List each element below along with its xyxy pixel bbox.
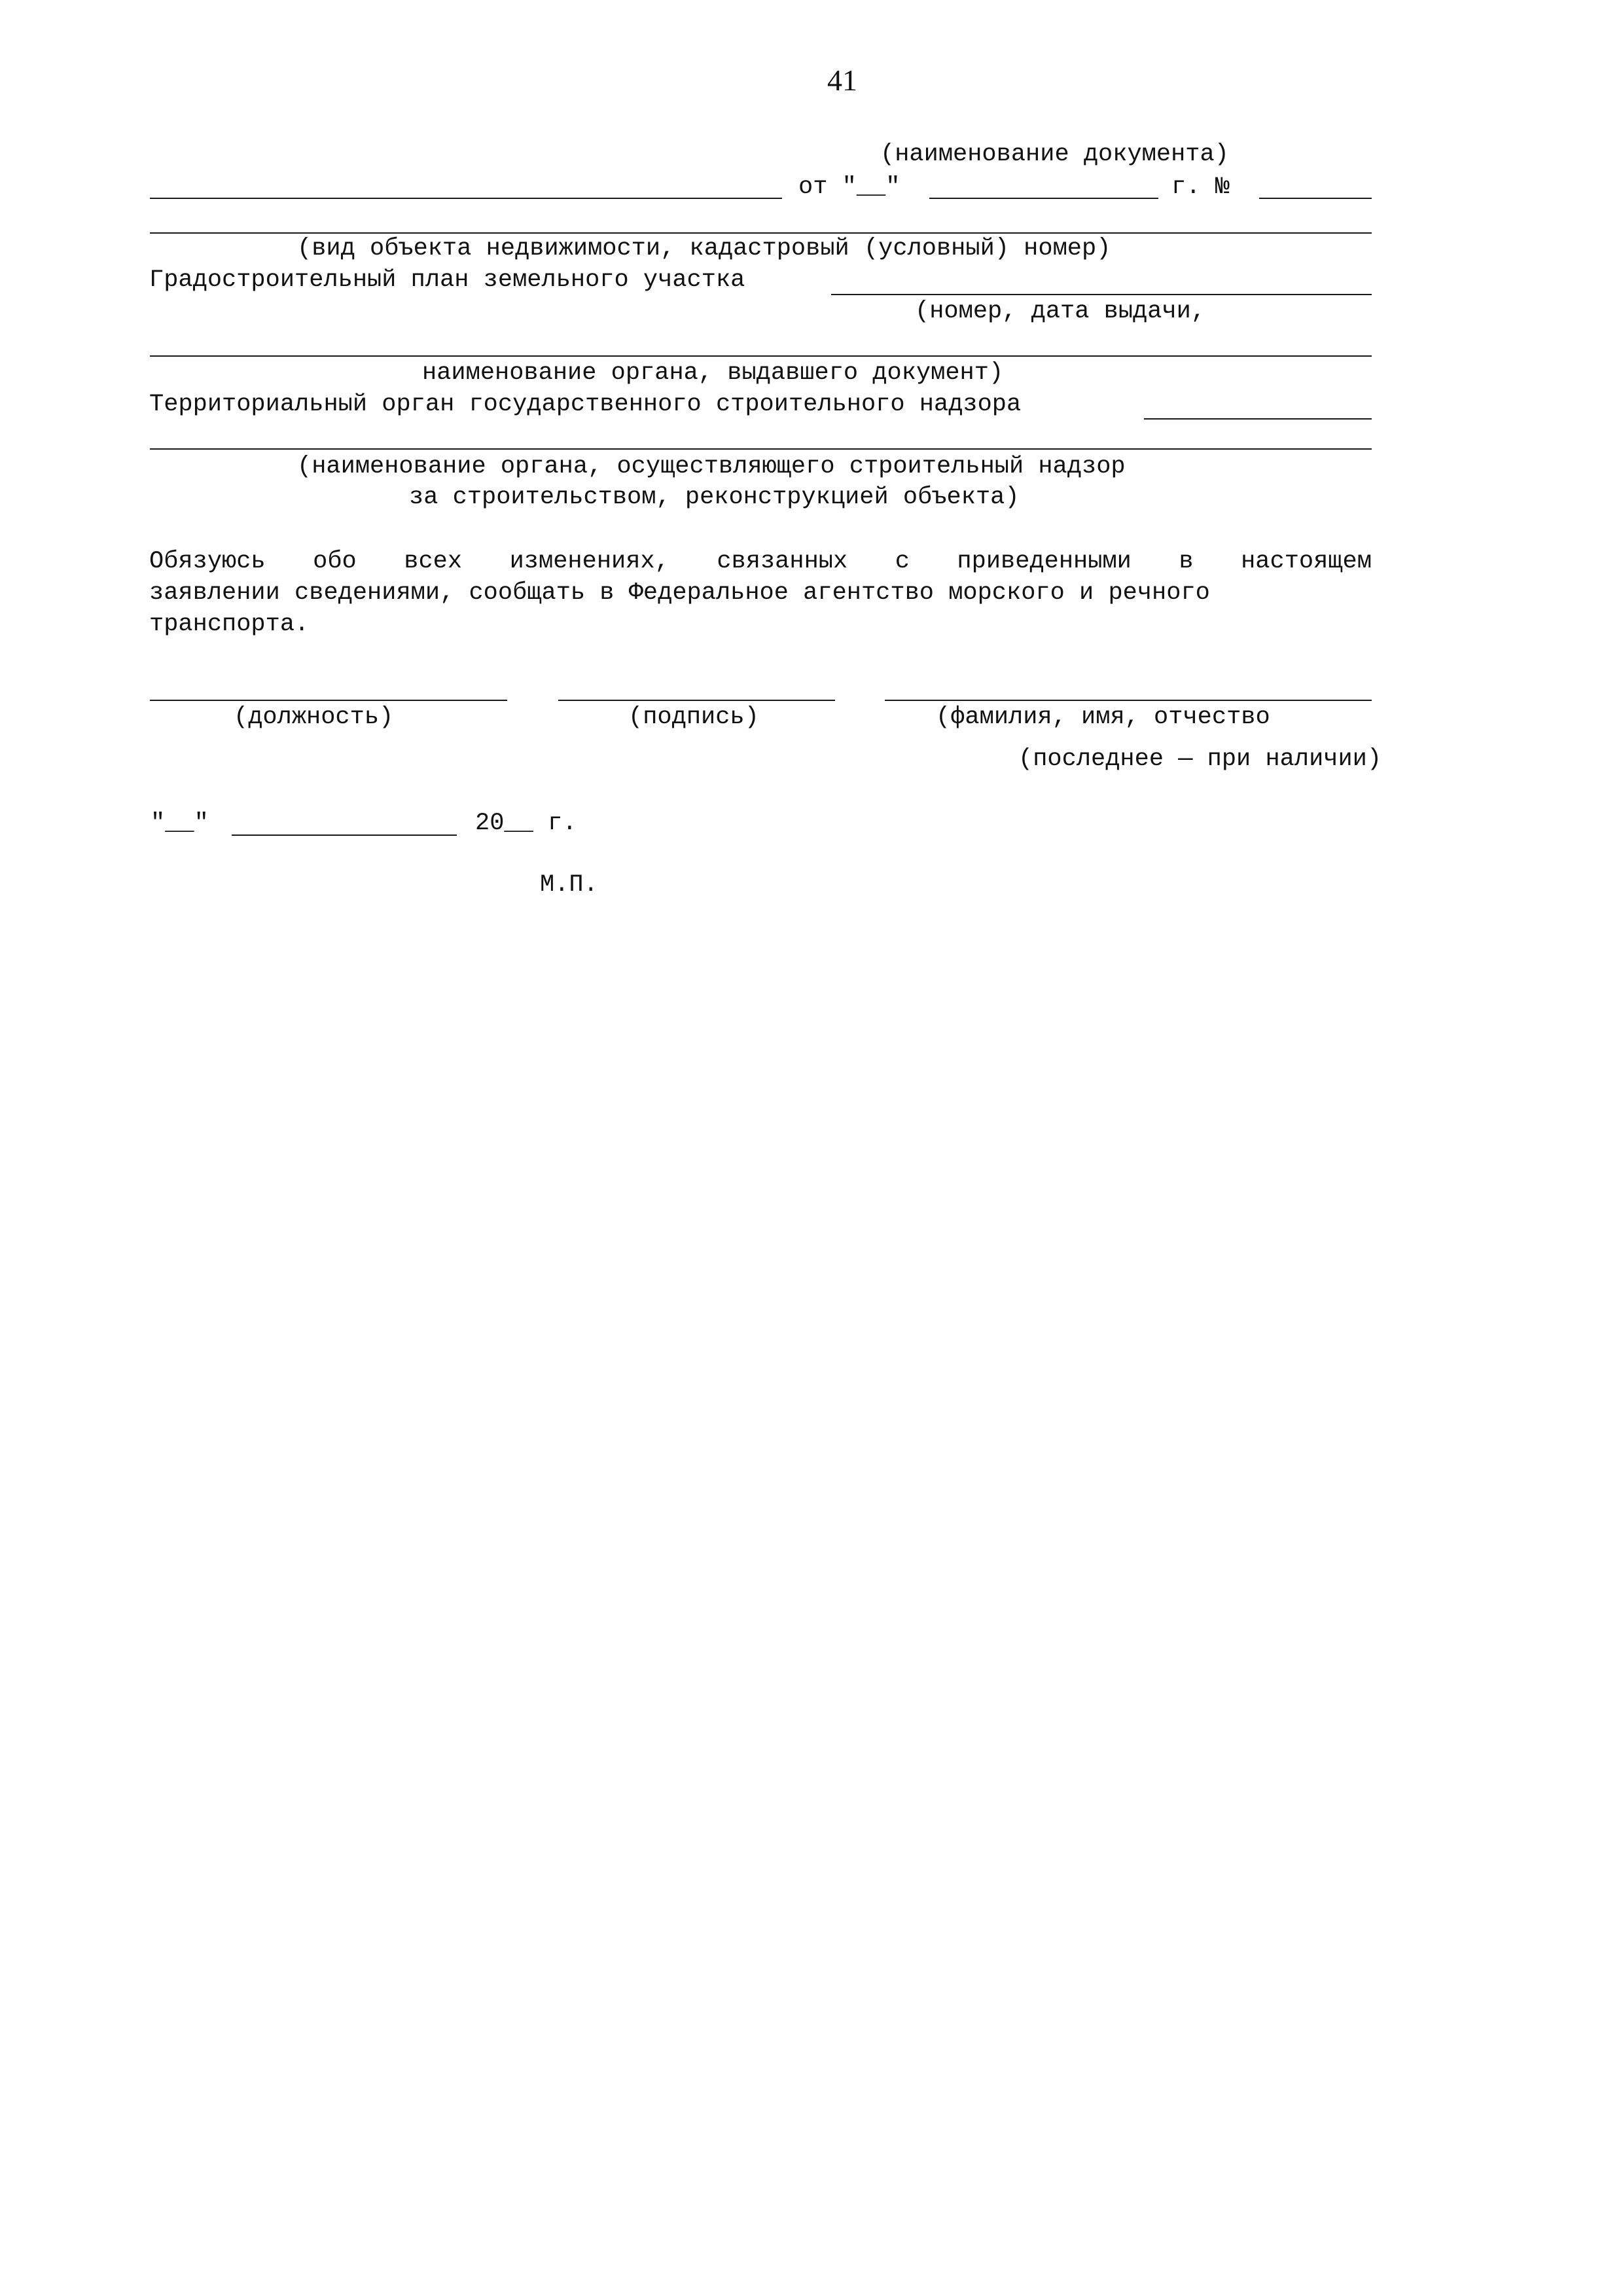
document-number-field[interactable] — [1259, 198, 1372, 199]
caption-full-name-2: (последнее — при наличии) — [1018, 745, 1382, 773]
commitment-word: обо — [313, 548, 357, 575]
full-name-field[interactable] — [885, 700, 1372, 701]
commitment-word: в — [1179, 548, 1194, 575]
date-day-label: "__" — [151, 810, 209, 837]
caption-urban-plan-1: (номер, дата выдачи, — [915, 298, 1206, 325]
urban-plan-label: Градостроительный план земельного участка — [149, 266, 745, 294]
document-date-field[interactable] — [929, 198, 1158, 199]
commitment-line-3: транспорта. — [149, 611, 310, 638]
object-kind-field[interactable] — [150, 232, 1372, 234]
supervision-field[interactable] — [1144, 418, 1372, 420]
caption-full-name: (фамилия, имя, отчество — [936, 704, 1270, 731]
urban-plan-field[interactable] — [831, 294, 1372, 295]
page-number: 41 — [827, 63, 857, 97]
date-month-field[interactable] — [232, 834, 457, 836]
caption-object-kind: (вид объекта недвижимости, кадастровый (условный) номер) — [297, 235, 1111, 262]
caption-document-name: (наименование документа) — [880, 141, 1229, 168]
signature-field[interactable] — [558, 700, 835, 701]
caption-urban-plan-2: наименование органа, выдавшего документ) — [422, 359, 1004, 387]
commitment-word: настоящем — [1241, 548, 1372, 575]
caption-signature: (подпись) — [628, 704, 759, 731]
commitment-word: связанных — [717, 548, 848, 575]
from-date-label: от "__" — [798, 173, 901, 201]
position-field[interactable] — [150, 700, 507, 701]
document-name-field[interactable] — [150, 198, 782, 199]
commitment-line-1 — [149, 550, 1372, 574]
caption-position: (должность) — [234, 704, 394, 731]
caption-supervision-2: за строительством, реконструкцией объекта) — [409, 484, 1020, 511]
supervision-label: Территориальный орган государственного строительного надзора — [149, 391, 1022, 418]
stamp-label: М.П. — [540, 871, 598, 899]
commitment-word: изменениях, — [509, 548, 669, 575]
commitment-word: с — [895, 548, 910, 575]
date-year-label: 20__ г. — [475, 810, 577, 837]
commitment-word: Обязуюсь — [149, 548, 266, 575]
commitment-word: всех — [404, 548, 463, 575]
caption-supervision-1: (наименование органа, осуществляющего строительный надзор — [297, 453, 1126, 480]
commitment-word: приведенными — [957, 548, 1132, 575]
urban-plan-issuer-field[interactable] — [150, 355, 1372, 357]
year-number-label: г. № — [1171, 173, 1230, 201]
supervision-field-2[interactable] — [150, 448, 1372, 450]
commitment-line-2: заявлении сведениями, сообщать в Федеральное агентство морского и речного — [149, 579, 1210, 607]
